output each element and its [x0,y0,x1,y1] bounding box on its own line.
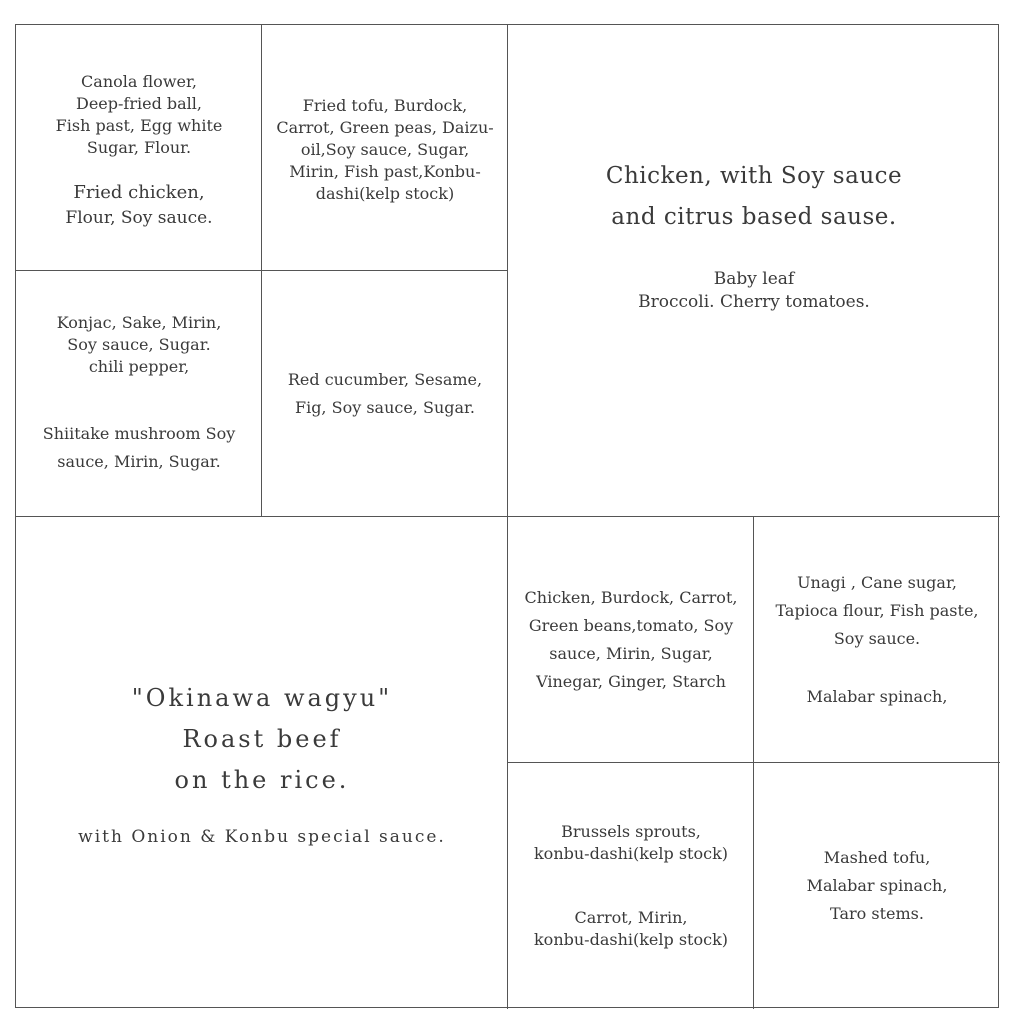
text-line: Taro stems. [830,904,924,923]
brussels-ingredients [534,821,728,865]
text-line: Malabar spinach, [806,687,948,706]
text-line: Unagi , Cane sugar, [797,573,957,592]
text-line: konbu-dashi(kelp stock) [533,930,729,949]
text-line: Chicken, Burdock, Carrot, [524,588,738,607]
text-line: Fig, Soy sauce, Sugar. [294,398,475,417]
text-line: Malabar spinach, [806,876,948,895]
chicken-burdock-ingredients [525,584,738,696]
red-cucumber-ingredients [288,366,482,422]
text-line: Broccoli. Cherry tomatoes. [638,292,870,312]
text-line: "Okinawa wagyu" [131,683,393,712]
text-line: Soy sauce. [833,629,921,648]
text-line: and citrus based sause. [611,204,897,230]
text-line: Red cucumber, Sesame, [287,370,483,389]
text-line: Vinegar, Ginger, Starch [536,672,726,691]
text-line: Fried tofu, Burdock, [302,96,468,115]
text-line: Fish past, Egg white [55,115,223,135]
cell-canola-fried-chicken [16,25,262,271]
text-line: Mirin, Fish past,Konbu- [289,162,481,181]
carrot-ingredients [534,907,728,951]
text-line: sauce, Mirin, Sugar. [57,452,221,471]
text-line: oil,Soy sauce, Sugar, [300,140,470,159]
text-line: Sugar, Flour. [86,137,192,157]
text-line: Roast beef [182,724,342,753]
malabar-spinach-side [807,683,948,711]
cell-red-cucumber [262,271,508,517]
cell-fried-tofu [262,25,508,271]
cell-chicken-citrus [508,25,1000,517]
cell-unagi [754,517,1000,763]
text-line: Fried chicken, [73,181,205,203]
text-line: Carrot, Mirin, [574,908,688,927]
text-line: Chicken, with Soy sauce [605,163,903,189]
text-line: Flour, Soy sauce. [65,207,213,228]
text-line: on the rice. [174,765,350,794]
text-line: konbu-dashi(kelp stock) [533,844,729,863]
text-line: Deep-fried ball, [76,93,202,113]
text-line: Baby leaf [713,269,795,289]
text-line: Shiitake mushroom Soy [42,424,236,443]
cell-okinawa-wagyu [16,517,508,1009]
cell-konjac-shiitake [16,271,262,517]
text-line: Soy sauce, Sugar. [67,335,211,354]
text-line: Canola flower, [81,71,197,91]
fried-chicken-ingredients [65,179,212,230]
chicken-dish-title [606,156,902,238]
shiitake-ingredients [43,420,236,476]
wagyu-dish-sauce: with Onion & Konbu special sauce. [78,826,446,847]
chicken-dish-sides [638,268,870,314]
cell-mashed-tofu [754,763,1000,1009]
text-line: dashi(kelp stock) [315,184,455,203]
text-line: Carrot, Green peas, Daizu- [276,118,494,137]
text-line: Konjac, Sake, Mirin, [56,313,222,332]
konjac-ingredients [57,312,222,378]
cell-chicken-burdock [508,517,754,763]
cell-brussels-carrot [508,763,754,1009]
canola-ingredients [56,71,223,159]
text-line: Mashed tofu, [823,848,931,867]
unagi-ingredients [775,569,978,653]
menu-grid [15,24,999,1008]
mashed-tofu-ingredients [807,844,948,928]
text-line: chili pepper, [88,357,190,376]
text-line: Brussels sprouts, [561,822,701,841]
text-line: sauce, Mirin, Sugar, [549,644,713,663]
text-line: Tapioca flour, Fish paste, [775,601,979,620]
wagyu-dish-title [132,678,392,801]
fried-tofu-ingredients [276,95,493,205]
text-line: Green beans,tomato, Soy [528,616,734,635]
